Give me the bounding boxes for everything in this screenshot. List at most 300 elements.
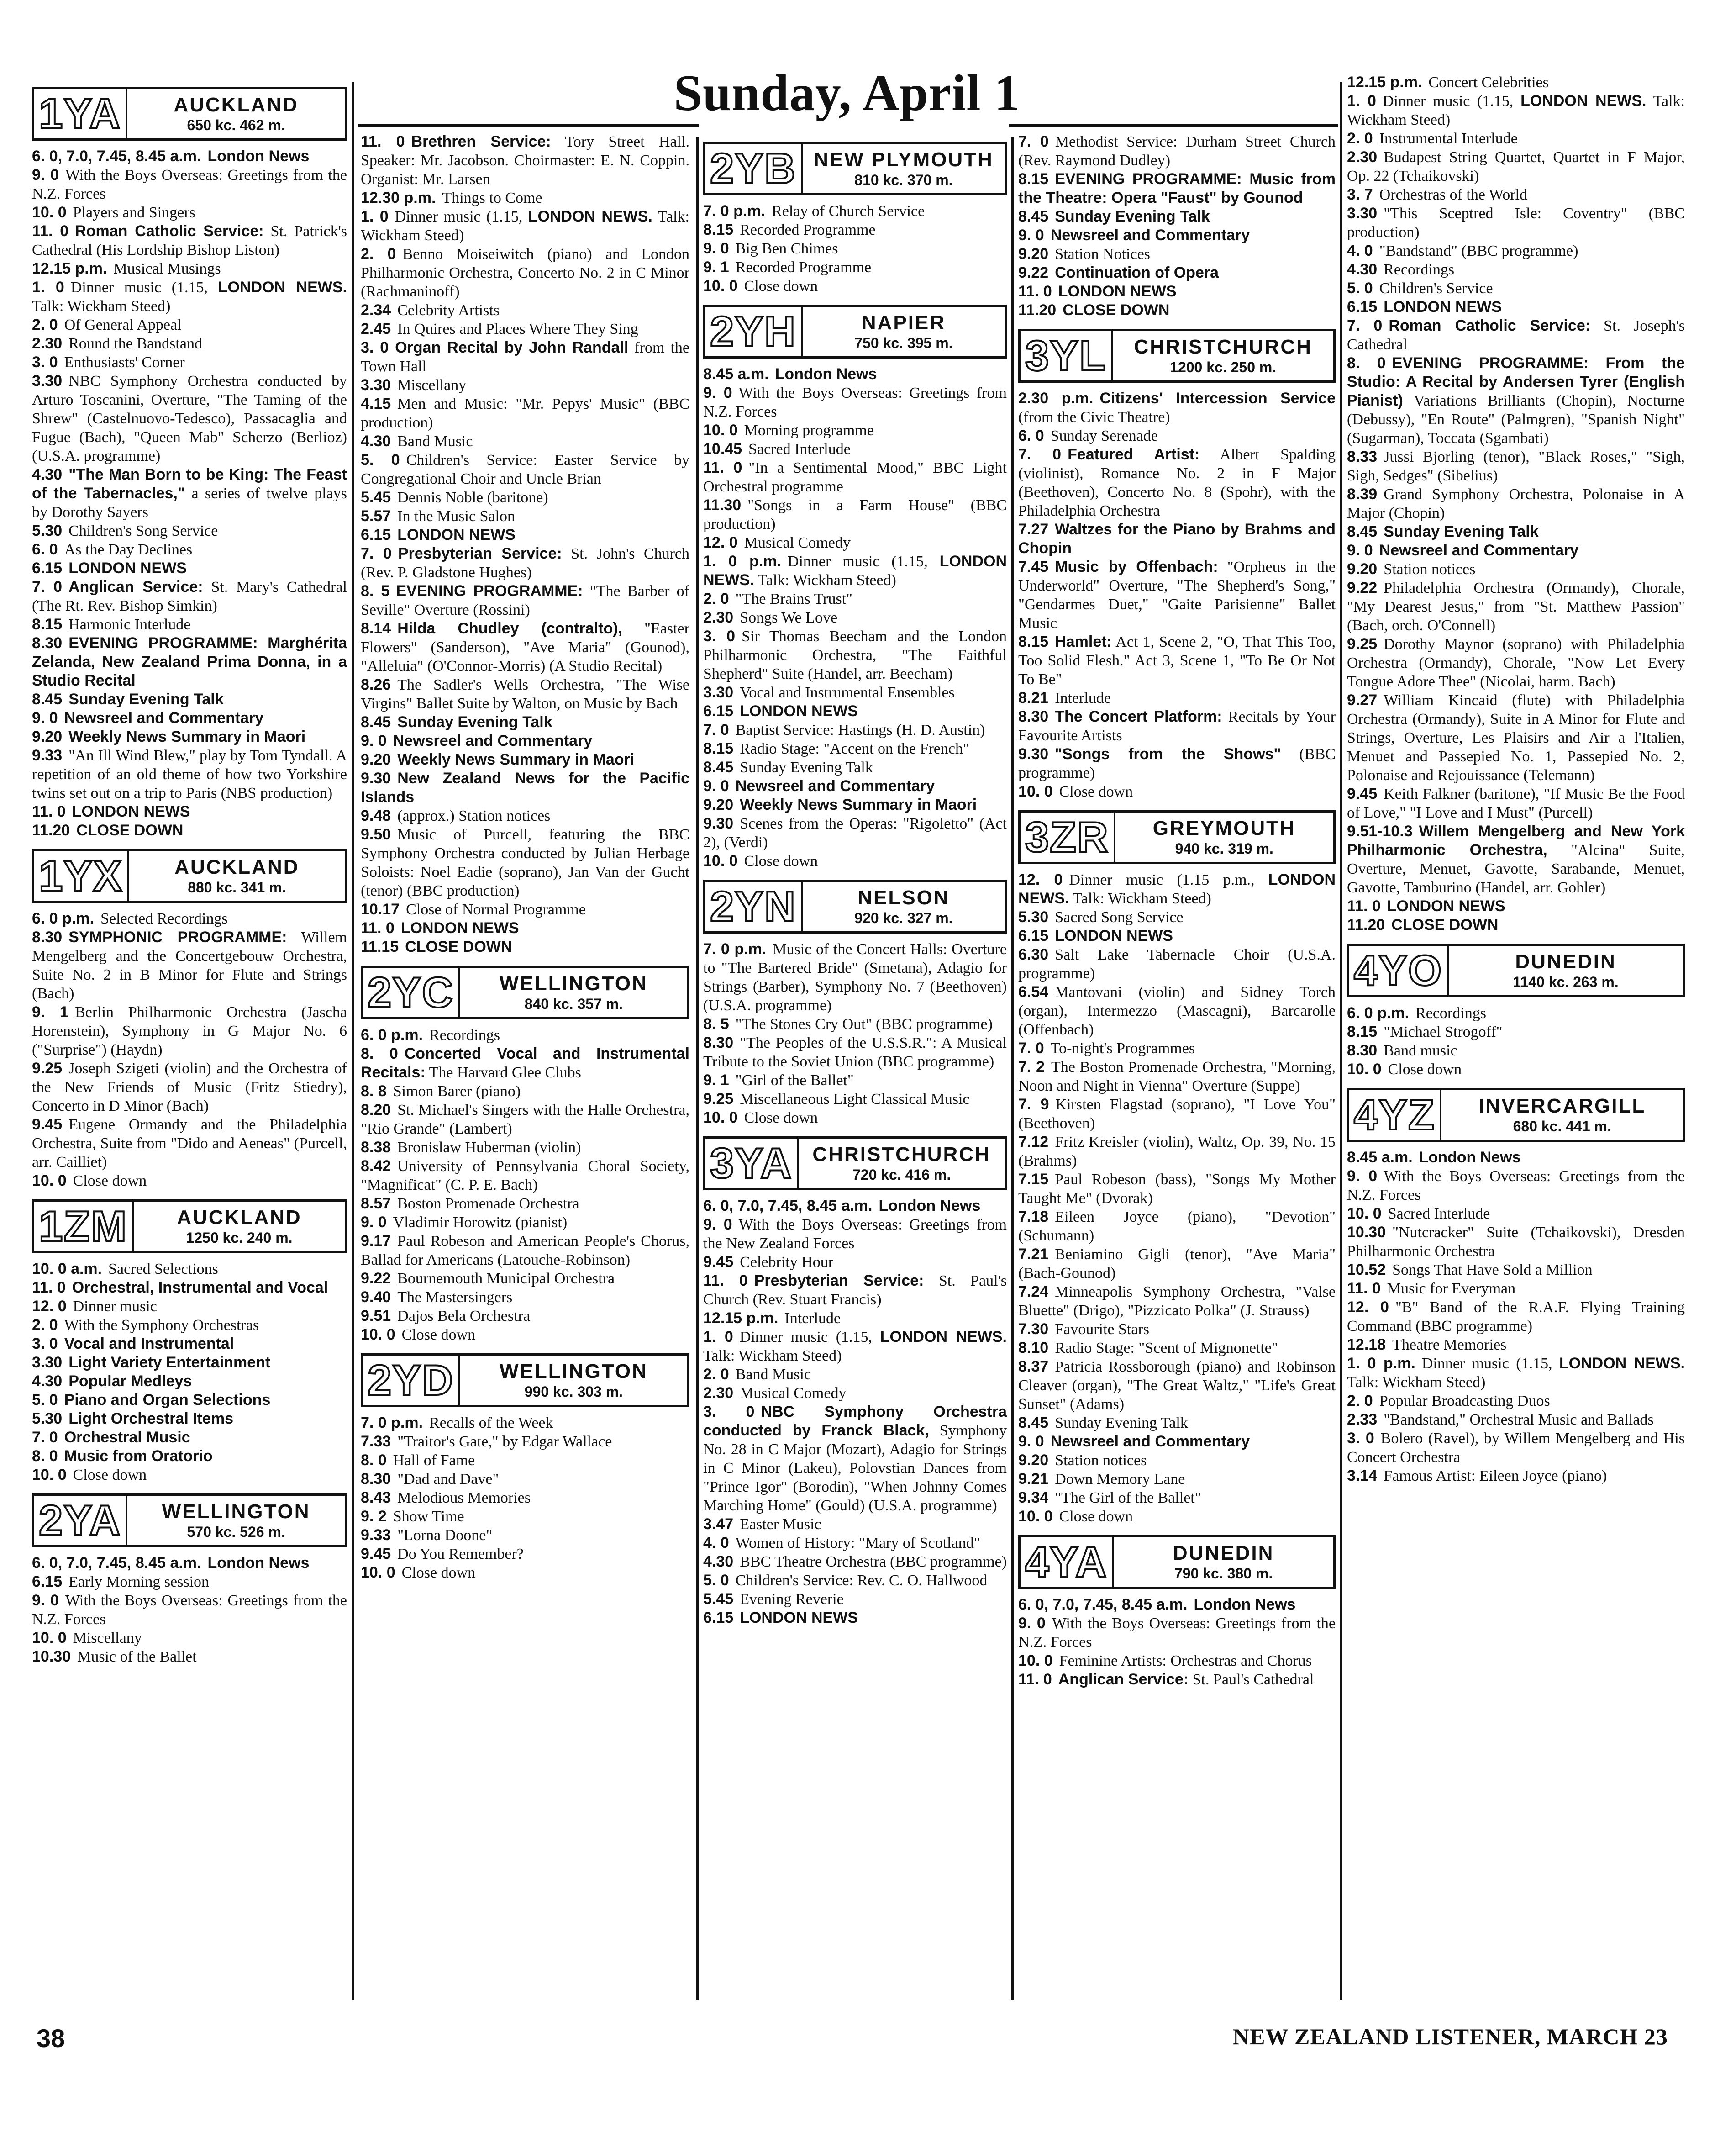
programme-entry — [703, 1253, 1007, 1272]
programme-entry — [361, 189, 689, 207]
programme-title: Sacred Interlude — [1388, 1205, 1490, 1222]
programme-entry — [1018, 1170, 1336, 1208]
programme-entry — [32, 1466, 347, 1484]
programme-time: 1. 0 p.m. — [703, 553, 781, 570]
programme-title: Popular Medleys — [68, 1372, 192, 1390]
programme-title: Dinner music (1.15, — [1382, 93, 1521, 110]
programme-time: 6.15 — [361, 526, 391, 544]
programme-entry — [703, 852, 1007, 871]
programme-time: 2. 0 — [32, 316, 58, 333]
programme-title: Anglican Service: — [68, 578, 203, 596]
programme-title: Station notices — [1055, 1452, 1147, 1469]
programme-title: "Lorna Doone" — [397, 1527, 493, 1544]
programme-title: SYMPHONIC PROGRAMME: — [68, 929, 287, 946]
programme-entry — [703, 1571, 1007, 1590]
programme-time: 5.57 — [361, 507, 391, 525]
programme-time: 2. 0 — [361, 245, 396, 263]
programme-title: Music by Offenbach: — [1055, 558, 1218, 575]
programme-time: 1. 0 — [703, 1328, 733, 1346]
programme-time: 7. 9 — [1018, 1096, 1049, 1113]
programme-title: Grand Symphony Orchestra, Polonaise in A Major (Chopin) — [1347, 486, 1685, 522]
programme-title: Station Notices — [1055, 246, 1150, 263]
programme-entry — [361, 1545, 689, 1563]
programme-time: 1. 0 p.m. — [1347, 1355, 1415, 1372]
programme-entry — [361, 619, 689, 675]
programme-time: 11.15 — [361, 938, 399, 955]
programme-time: 6.15 — [1347, 298, 1378, 316]
programme-entry — [703, 758, 1007, 777]
programme-entry — [1347, 279, 1685, 298]
programme-entry — [361, 713, 689, 732]
programme-entry — [703, 814, 1007, 852]
programme-title: Vocal and Instrumental — [64, 1335, 234, 1352]
programme-title: "The Girl of the Ballet" — [1055, 1489, 1201, 1506]
programme-entry — [703, 459, 1007, 496]
programme-details: Talk: Wickham Steed) — [1069, 890, 1211, 907]
programme-entry — [361, 245, 689, 301]
programme-title: William Kincaid (flute) with Philadelphia Orchestra (Ormandy), Suite in A Minor for Flute and Strings, Overture, Les Plaisirs and Air a l'Italien, Menuet and Passepied No. 1, Passepied No. 2, Polonaise and Rejouissance (Telemann) — [1347, 692, 1685, 784]
station-frequency: 720 kc. 416 m. — [852, 1166, 951, 1183]
column-rule-2 — [696, 137, 699, 2000]
programme-entry — [1018, 689, 1336, 707]
programme-time: 12. 0 — [1347, 1298, 1389, 1316]
programme-entry — [32, 821, 347, 840]
programme-entry — [32, 522, 347, 540]
programme-entry — [32, 1297, 347, 1316]
programme-entry — [703, 239, 1007, 258]
programme-time: 9.20 — [703, 796, 734, 813]
programme-time: 8.33 — [1347, 448, 1378, 465]
programme-entry — [1347, 92, 1685, 129]
programme-entry — [1018, 427, 1336, 445]
programme-time: 9.40 — [361, 1288, 391, 1306]
programme-entry — [1018, 745, 1336, 782]
programme-entry — [1347, 1004, 1685, 1023]
programme-entry — [32, 634, 347, 690]
programme-entry — [1018, 1339, 1336, 1357]
station-header-1ya — [32, 87, 347, 141]
programme-entry — [361, 1488, 689, 1507]
station-frequency: 1140 kc. 263 m. — [1513, 974, 1619, 990]
programme-details: from the Town Hall — [361, 339, 689, 375]
programme-time: 10. 0 — [703, 852, 738, 870]
programme-title: "Bandstand," Orchestral Music and Ballads — [1384, 1411, 1654, 1428]
programme-time: 11.20 — [1018, 301, 1057, 319]
station-info — [803, 144, 1005, 193]
programme-time: 10. 0 a.m. — [32, 1260, 102, 1277]
title-rule-left — [358, 124, 699, 127]
programme-title: Willem Mengelberg and New York Philharmonic Orchestra, — [1347, 823, 1685, 859]
programme-entry — [1347, 1223, 1685, 1261]
programme-entry — [32, 259, 347, 278]
programme-time: 7. 0 — [703, 721, 729, 739]
programme-title: Newsreel and Commentary — [1050, 227, 1250, 244]
programme-title: Dinner music (1.15, — [787, 553, 940, 570]
programme-time: 11.20 — [32, 822, 70, 839]
programme-entry — [1347, 1204, 1685, 1223]
programme-time: 8.45 — [703, 759, 734, 776]
programme-time: 9.20 — [1018, 245, 1049, 263]
programme-title: Harmonic Interlude — [68, 616, 191, 633]
programme-entry — [703, 702, 1007, 721]
programme-time: 10. 0 — [1347, 1205, 1382, 1222]
programme-title: Famous Artist: Eileen Joyce (piano) — [1384, 1467, 1607, 1484]
station-frequency: 750 kc. 395 m. — [854, 335, 953, 351]
programme-news-label: LONDON NEWS. — [1520, 92, 1647, 110]
programme-time: 5.45 — [703, 1590, 734, 1608]
programme-details: a series of twelve plays by Dorothy Sayers — [32, 485, 347, 521]
programme-title: LONDON NEWS — [400, 919, 519, 937]
programme-title: "The Peoples of the U.S.S.R.": A Musical Tribute to the Soviet Union (BBC programme) — [703, 1034, 1007, 1070]
programme-entry — [703, 1309, 1007, 1328]
title-rule-right — [1009, 124, 1338, 127]
programme-time: 10. 0 — [361, 1564, 395, 1581]
programme-title: Close down — [744, 853, 818, 870]
programme-title: Newsreel and Commentary — [1379, 542, 1579, 559]
programme-entry — [361, 376, 689, 395]
station-header-1zm — [32, 1199, 347, 1253]
programme-title: Women of History: "Mary of Scotland" — [735, 1535, 980, 1552]
station-call-sign: 2YN — [705, 882, 803, 931]
programme-entry — [361, 395, 689, 432]
programme-details: St. Mary's Cathedral (The Rt. Rev. Bishop Simkin) — [32, 579, 347, 614]
programme-entry — [1018, 945, 1336, 983]
programme-time: 2.34 — [361, 301, 391, 319]
programme-time: 9.33 — [32, 747, 63, 764]
programme-entry — [1018, 1451, 1336, 1470]
programme-time: 4.15 — [361, 395, 391, 412]
programme-time: 8.15 — [1347, 1023, 1378, 1040]
programme-time: 10.17 — [361, 901, 400, 918]
programme-title: Recalls of the Week — [429, 1414, 553, 1431]
programme-entry — [703, 1403, 1007, 1515]
programme-time: 10. 0 — [1018, 1652, 1053, 1669]
programme-time: 9.20 — [32, 728, 63, 745]
programme-time: 9.50 — [361, 826, 391, 843]
programme-title: EVENING PROGRAMME: — [396, 582, 583, 600]
programme-time: 6. 0 p.m. — [1347, 1004, 1410, 1022]
programme-title: LONDON NEWS — [740, 1609, 858, 1626]
station-frequency: 1200 kc. 250 m. — [1170, 359, 1277, 375]
programme-title: "Bandstand" (BBC programme) — [1379, 243, 1578, 259]
column-rule-4 — [1340, 82, 1342, 2000]
programme-title: (approx.) Station notices — [397, 807, 551, 824]
programme-entry — [32, 334, 347, 353]
programme-entry — [32, 1591, 347, 1629]
programme-entry — [703, 940, 1007, 1015]
programme-title: CLOSE DOWN — [1391, 916, 1499, 934]
programme-time: 8.30 — [32, 634, 63, 652]
programme-title: Children's Service: Easter Service by Congregational Choir and Uncle Brian — [361, 452, 689, 487]
programme-time: 11. 0 — [32, 222, 69, 240]
programme-title: "Michael Strogoff" — [1384, 1024, 1503, 1040]
programme-time: 9.48 — [361, 807, 391, 824]
programme-entry — [32, 316, 347, 334]
programme-time: 10.45 — [703, 440, 742, 458]
programme-time: 5.30 — [32, 1410, 63, 1427]
programme-time: 8.15 — [1018, 633, 1049, 650]
programme-details: "Orpheus in the Underworld" Overture, "The Shepherd's Song," "Gendarmes Duet," "Gaite Parisienne" Ballet Music — [1018, 559, 1336, 632]
programme-entry — [1018, 226, 1336, 245]
programme-title: NBC Symphony Orchestra conducted by Franck Black, — [703, 1403, 1007, 1439]
programme-entry — [361, 507, 689, 526]
programme-title: Dinner music — [73, 1298, 157, 1315]
programme-entry — [361, 1432, 689, 1451]
programme-entry — [1347, 822, 1685, 897]
programme-entry — [1347, 242, 1685, 260]
programme-time: 7. 2 — [1018, 1058, 1045, 1076]
programme-time: 9.30 — [703, 815, 734, 832]
station-call-sign: 2YD — [363, 1356, 460, 1405]
programme-time: 8.30 — [1018, 708, 1049, 725]
programme-title: Methodist Service: Durham Street Church (Rev. Raymond Dudley) — [1018, 133, 1336, 169]
programme-entry — [32, 909, 347, 928]
programme-entry — [1018, 264, 1336, 282]
programme-title: Eileen Joyce (piano), "Devotion" (Schumann) — [1018, 1208, 1336, 1244]
programme-title: Dinner music (1.15 p.m., — [1069, 871, 1268, 888]
programme-entry — [1347, 1023, 1685, 1041]
programme-time: 6. 0 — [1018, 427, 1044, 444]
station-city: CHRISTCHURCH — [812, 1143, 991, 1166]
station-info — [1114, 1537, 1333, 1587]
programme-time: 2.30 — [703, 609, 734, 626]
station-city: DUNEDIN — [1173, 1542, 1274, 1564]
programme-title: Children's Service — [1379, 280, 1493, 297]
programme-entry — [703, 627, 1007, 683]
programme-time: 10. 0 — [1347, 1061, 1382, 1078]
programme-entry — [32, 1003, 347, 1059]
programme-title: London News — [879, 1197, 981, 1214]
programme-title: With the Boys Overseas: Greetings from the N.Z. Forces — [32, 1592, 347, 1628]
programme-time: 10. 0 — [703, 422, 738, 439]
programme-title: Bolero (Ravel), by Willem Mengelberg and His Concert Orchestra — [1347, 1430, 1685, 1466]
station-header-3yl — [1018, 329, 1336, 383]
programme-time: 8. 0 — [361, 1045, 398, 1062]
programme-entry — [1347, 448, 1685, 485]
programme-title: London News — [207, 1554, 310, 1572]
station-info — [1441, 1090, 1683, 1140]
programme-time: 10. 0 — [32, 1466, 67, 1483]
programme-details: "Easter Flowers" (Sanderson), "Ave Maria" (Gounod), "Alleluia" (O'Connor-Morris) (A Studio Recital) — [361, 620, 689, 675]
programme-entry — [361, 1213, 689, 1232]
programme-title: Selected Recordings — [100, 910, 228, 927]
programme-title: "The Stones Cry Out" (BBC programme) — [735, 1016, 993, 1033]
programme-entry — [361, 1082, 689, 1101]
programme-title: With the Boys Overseas: Greetings from the N.Z. Forces — [1018, 1615, 1336, 1651]
programme-title: With the Boys Overseas: Greetings from the New Zealand Forces — [703, 1216, 1007, 1252]
programme-entry — [1018, 1595, 1336, 1614]
station-call-sign: 2YA — [34, 1496, 127, 1545]
programme-title: EVENING PROGRAMME: Marghérita Zelanda, New Zealand Prima Donna, in a Studio Recital — [32, 634, 347, 689]
programme-title: Celebrity Hour — [740, 1254, 834, 1271]
station-city: WELLINGTON — [499, 1360, 648, 1383]
programme-title: London News — [207, 148, 310, 165]
programme-time: 11.30 — [703, 496, 742, 514]
programme-entry — [361, 769, 689, 807]
programme-entry — [361, 582, 689, 619]
programme-title: Beniamino Gigli (tenor), "Ave Maria" (Bach-Gounod) — [1018, 1246, 1336, 1282]
programme-entry — [1018, 1282, 1336, 1320]
programme-title: Vocal and Instrumental Ensembles — [740, 684, 955, 701]
station-call-sign: 4YA — [1021, 1537, 1114, 1587]
programme-time: 5. 0 — [32, 1391, 58, 1409]
station-info — [1449, 946, 1683, 995]
page-number: 38 — [37, 2024, 65, 2053]
programme-entry — [703, 1384, 1007, 1403]
programme-time: 8.15 — [703, 740, 734, 757]
programme-time: 9.27 — [1347, 691, 1378, 709]
programme-time: 7.45 — [1018, 558, 1049, 575]
station-city: WELLINGTON — [162, 1500, 310, 1523]
programme-title: Sunday Evening Talk — [68, 691, 224, 708]
programme-title: Relay of Church Service — [772, 203, 925, 220]
station-frequency: 790 kc. 380 m. — [1174, 1565, 1273, 1582]
programme-time: 4.30 — [32, 1372, 63, 1390]
programme-title: Joseph Szigeti (violin) and the Orchestra of the New Friends of Music (Fritz Stiedry), Concerto in D Minor (Bach) — [32, 1060, 347, 1114]
programme-title: Dinner music (1.15, — [395, 208, 528, 225]
programme-title: Miscellaneous Light Classical Music — [740, 1091, 970, 1108]
programme-entry — [703, 277, 1007, 296]
programme-title: Vladimir Horowitz (pianist) — [393, 1214, 568, 1231]
programme-time: 1. 0 — [32, 279, 64, 296]
programme-entry — [32, 746, 347, 802]
programme-title: LONDON NEWS — [68, 559, 187, 577]
programme-entry — [1347, 1392, 1685, 1410]
programme-time: 10.30 — [32, 1648, 71, 1665]
programme-time: 9. 0 — [703, 777, 729, 795]
programme-time: 5.45 — [361, 489, 391, 506]
station-city: NEW PLYMOUTH — [814, 148, 994, 171]
programme-entry — [703, 202, 1007, 221]
programme-time: 6. 0 p.m. — [361, 1026, 423, 1044]
programme-title: Radio Stage: "Scent of Mignonette" — [1055, 1340, 1278, 1356]
programme-entry — [361, 1526, 689, 1545]
programme-title: LONDON NEWS — [72, 803, 190, 820]
programme-entry — [1018, 633, 1336, 689]
programme-title: Weekly News Summary in Maori — [68, 728, 306, 745]
programme-entry — [1018, 1357, 1336, 1414]
programme-time: 9.22 — [361, 1270, 391, 1287]
programme-title: In the Music Salon — [397, 508, 515, 525]
programme-details: Tory Street Hall. Speaker: Mr. Jacobson. Choirmaster: E. N. Coppin. Organist: Mr. Larsen — [361, 133, 689, 188]
programme-entry — [1018, 1320, 1336, 1339]
programme-title: Sacred Interlude — [748, 441, 851, 458]
programme-title: NBC Symphony Orchestra conducted by Arturo Toscanini, Overture, "The Taming of the Shrew" (Castelnuovo-Tedesco), Passacaglia and Fugue (Bach), "Queen Mab" Scherzo (Berlioz) (U.S.A. programme) — [32, 373, 347, 464]
programme-entry — [32, 1428, 347, 1447]
programme-title: Dinner music (1.15, — [739, 1329, 880, 1346]
programme-entry — [361, 1138, 689, 1157]
programme-entry — [32, 147, 347, 166]
programme-entry — [1018, 1095, 1336, 1133]
programme-entry — [1018, 707, 1336, 745]
station-call-sign: 1YX — [34, 851, 129, 901]
programme-entry — [703, 796, 1007, 814]
programme-title: Keith Falkner (baritone), "If Music Be the Food of Love," "I Love and I Must" (Purcell) — [1347, 786, 1685, 821]
programme-title: Sunday Evening Talk — [397, 713, 552, 731]
programme-time: 9.22 — [1347, 579, 1378, 596]
programme-time: 6.54 — [1018, 983, 1049, 1001]
programme-entry — [32, 540, 347, 559]
programme-news-label: LONDON NEWS. — [1018, 871, 1336, 907]
station-frequency: 940 kc. 319 m. — [1175, 840, 1273, 857]
programme-time: 2.30 — [32, 335, 63, 352]
programme-entry — [1347, 1041, 1685, 1060]
programme-title: Dinner music (1.15, — [1421, 1355, 1559, 1372]
programme-time: 9. 0 — [32, 1592, 59, 1609]
programme-entry — [703, 384, 1007, 421]
programme-entry — [1018, 1614, 1336, 1652]
programme-time: 8.26 — [361, 676, 391, 693]
programme-time: 5. 0 — [703, 1572, 729, 1589]
page-title: Sunday, April 1 — [673, 65, 1021, 121]
programme-time: 6. 0 p.m. — [32, 910, 95, 927]
programme-time: 11. 0 — [1347, 897, 1381, 915]
programme-entry — [703, 533, 1007, 552]
programme-entry — [361, 451, 689, 488]
programme-time: 8.45 — [1018, 208, 1049, 225]
programme-entry — [1347, 1467, 1685, 1485]
programme-title: Enthusiasts' Corner — [64, 354, 185, 371]
programme-details: Talk: Wickham Steed) — [754, 572, 896, 589]
programme-time: 9.45 — [1347, 785, 1378, 802]
programme-time: 8.45 a.m. — [1347, 1149, 1413, 1166]
station-city: AUCKLAND — [177, 1206, 302, 1229]
programme-entry — [32, 1353, 347, 1372]
programme-time: 8.45 a.m. — [703, 365, 769, 383]
programme-title: To-night's Programmes — [1050, 1040, 1195, 1057]
programme-title: Roman Catholic Service: — [1389, 317, 1591, 334]
programme-entry — [1018, 871, 1336, 908]
programme-entry — [361, 526, 689, 544]
programme-title: Eugene Ormandy and the Philadelphia Orchestra, Suite from "Dido and Aeneas" (Purcell, arr. Cailliet) — [32, 1116, 347, 1171]
programme-time: 8.45 — [1018, 1414, 1049, 1431]
programme-time: 12.15 p.m. — [1347, 74, 1422, 91]
programme-time: 8. 5 — [703, 1015, 729, 1033]
programme-entry — [1347, 1354, 1685, 1392]
programme-title: Miscellany — [73, 1630, 142, 1646]
programme-title: Jussi Bjorling (tenor), "Black Roses," "Sigh, Sigh, Sedges" (Sibelius) — [1347, 449, 1685, 484]
programme-time: 9. 0 — [703, 240, 729, 257]
programme-details: Talk: Wickham Steed) — [32, 298, 171, 315]
programme-time: 2. 0 — [703, 1366, 729, 1383]
programme-title: Paul Robeson and American People's Chorus, Ballad for Americans (Latouche-Robinson) — [361, 1233, 689, 1268]
programme-time: 9.22 — [1018, 264, 1049, 281]
programme-entry — [32, 1278, 347, 1297]
programme-title: Piano and Organ Selections — [64, 1391, 271, 1409]
programme-entry — [32, 222, 347, 259]
programme-title: Close down — [1059, 1508, 1133, 1525]
programme-entry — [703, 1197, 1007, 1215]
programme-details: "The Barber of Seville" Overture (Rossini) — [361, 583, 689, 618]
station-info — [799, 1139, 1005, 1188]
programme-time: 9.17 — [361, 1232, 391, 1250]
programme-details: Recitals by Your Favourite Artists — [1018, 708, 1336, 744]
programme-entry — [1018, 1133, 1336, 1170]
programme-time: 9.25 — [1347, 635, 1378, 653]
programme-title: LONDON NEWS — [740, 702, 858, 720]
station-call-sign: 4YO — [1349, 946, 1449, 995]
programme-title: Kirsten Flagstad (soprano), "I Love You" (Beethoven) — [1018, 1096, 1336, 1132]
station-city: WELLINGTON — [499, 972, 648, 995]
programme-time: 9.25 — [703, 1090, 734, 1108]
programme-entry — [1347, 1410, 1685, 1429]
programme-title: Presbyterian Service: — [398, 545, 562, 562]
programme-entry — [703, 1328, 1007, 1365]
programme-title: Close down — [401, 1326, 476, 1343]
station-city: NAPIER — [861, 311, 946, 334]
programme-time: 8.30 — [32, 929, 63, 946]
column-5 — [1347, 73, 1685, 2014]
